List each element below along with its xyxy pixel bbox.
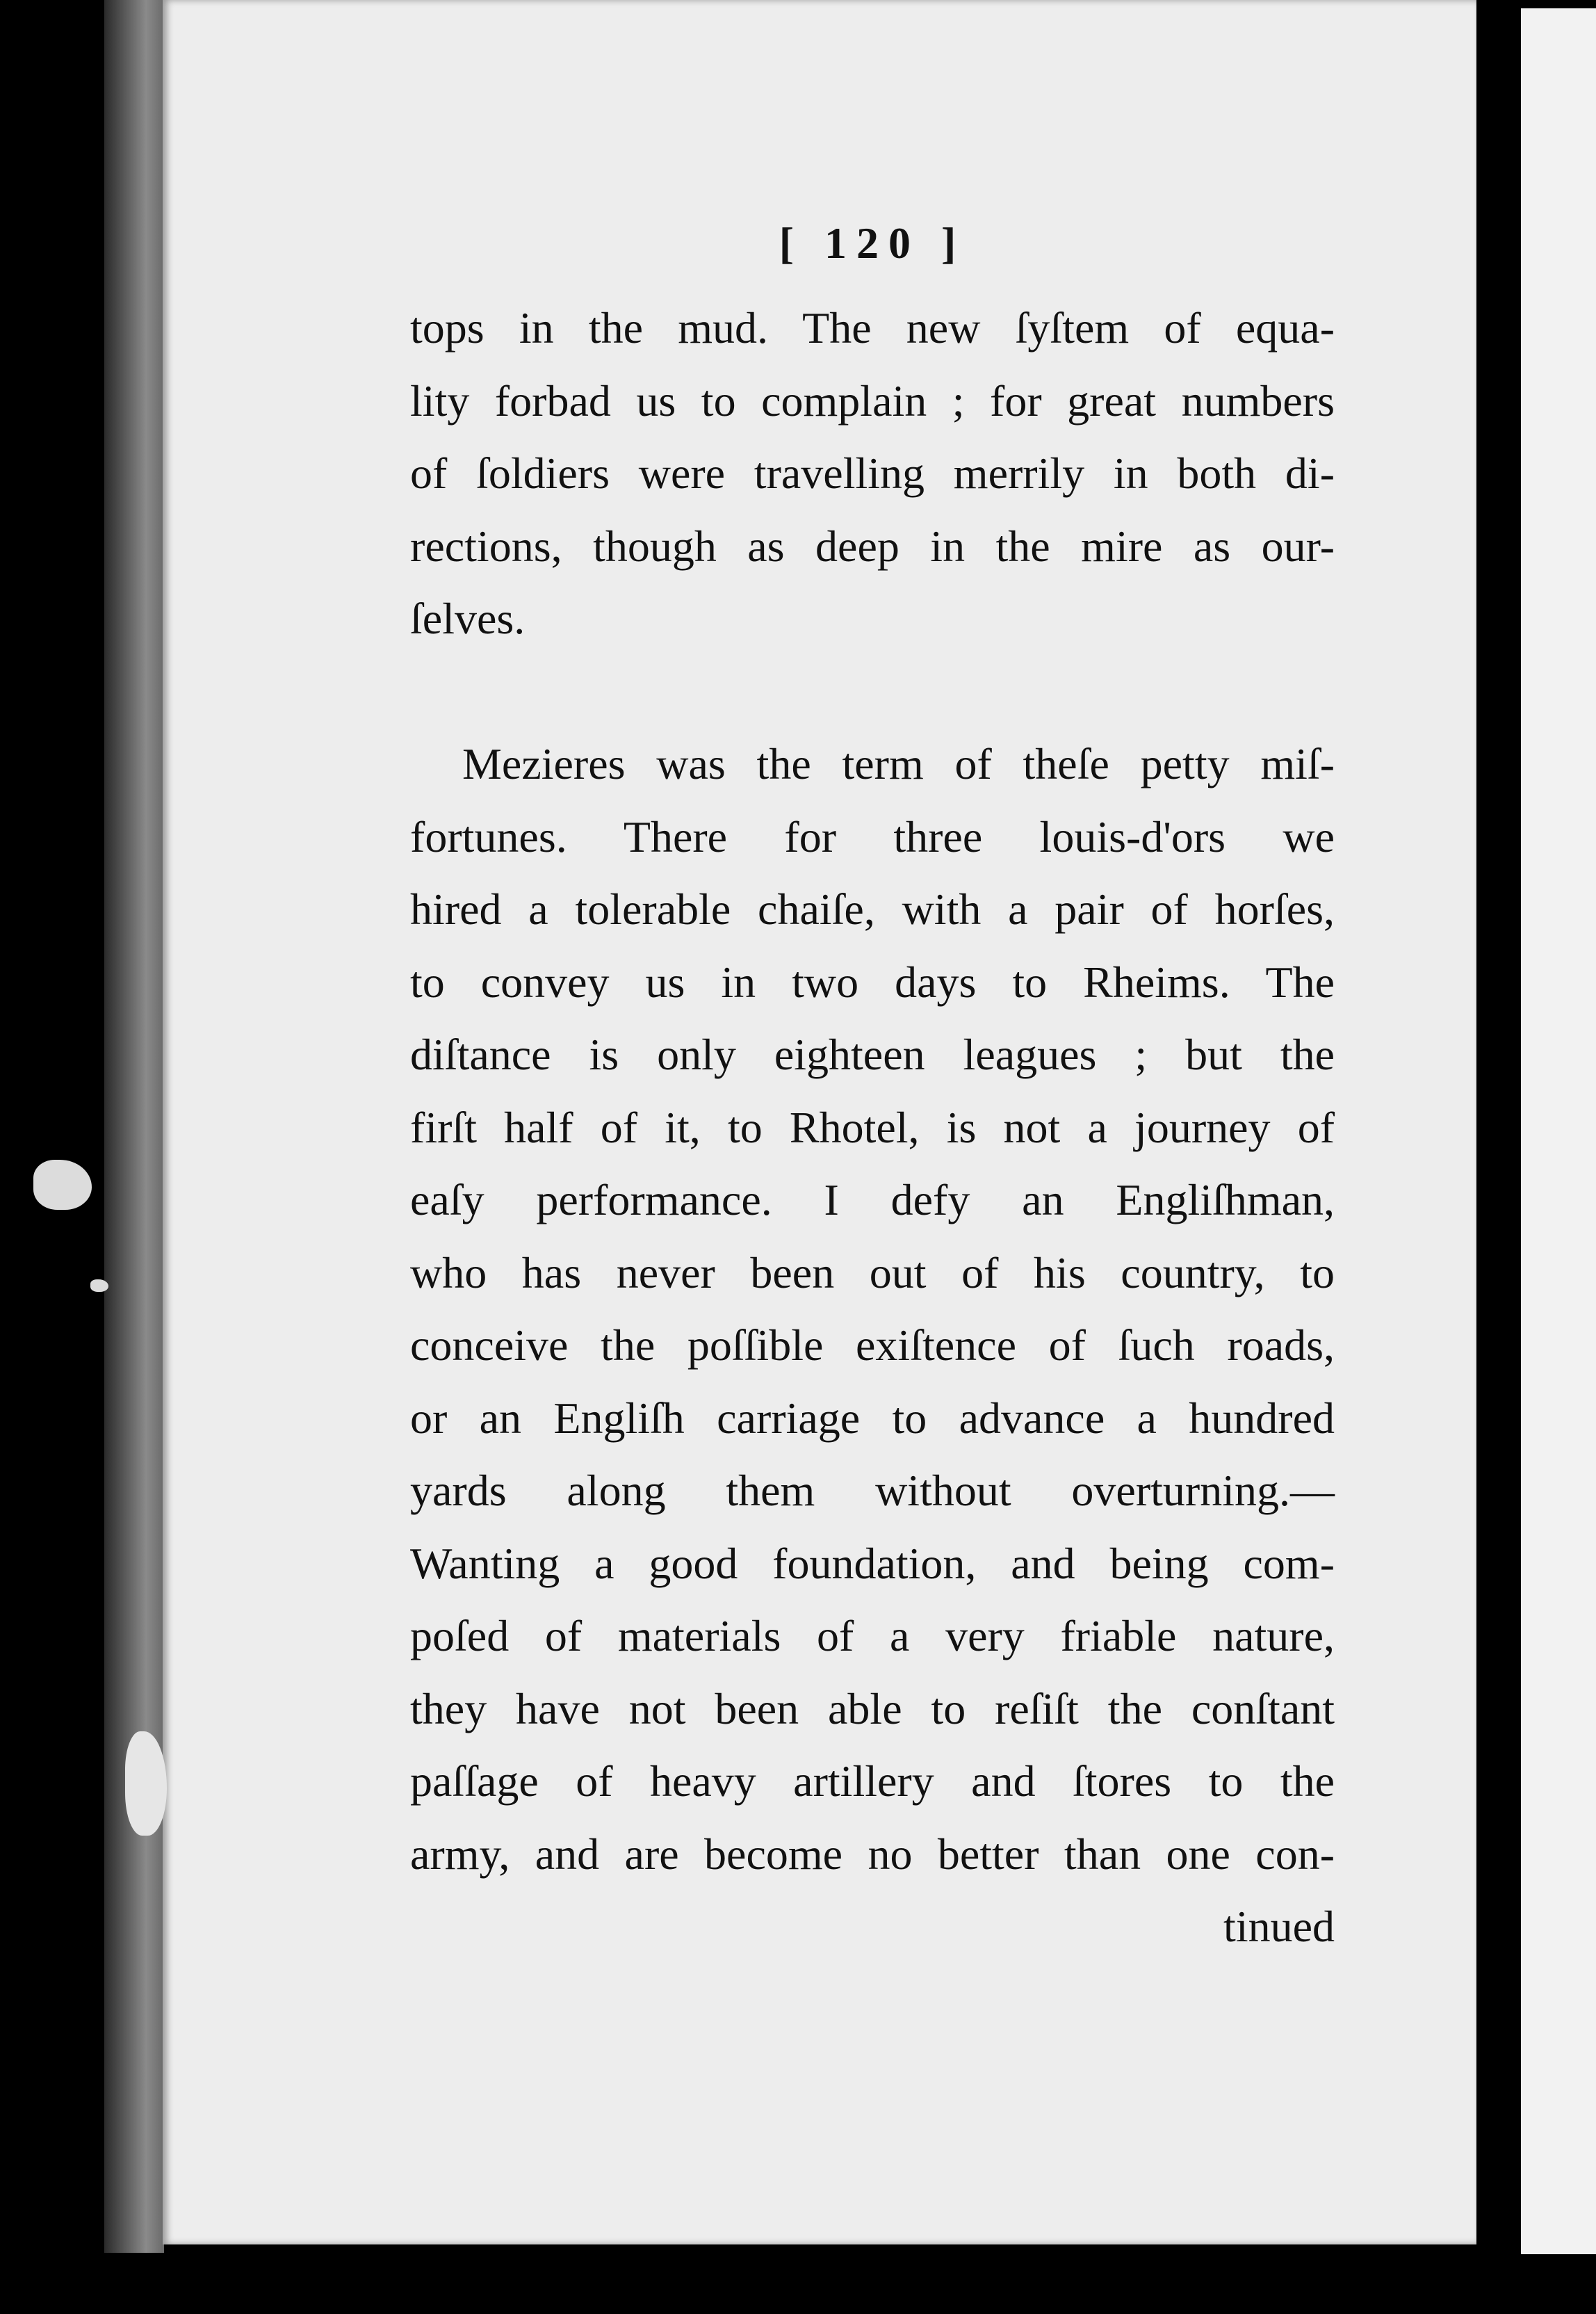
text-line: diſtance is only eighteen leagues ; but the [410, 1030, 1335, 1079]
text-line: yards along them without overturning.— [410, 1466, 1335, 1515]
text-block [410, 209, 1335, 1964]
text-line: eaſy performance. I defy an Engliſhman, [410, 1175, 1335, 1224]
text-line: fortunes. There for three louis-d'ors we [410, 811, 1335, 861]
text-line: or an Engliſh carriage to advance a hundred [410, 1393, 1335, 1443]
text-line: conceive the poſſible exiſtence of ſuch roads, [410, 1320, 1335, 1370]
paragraph-1 [410, 292, 1335, 656]
paragraph-gap [410, 656, 1335, 729]
facing-page-edge [1521, 8, 1596, 2254]
facing-page-gap [1476, 8, 1521, 2254]
text-line: firſt half of it, to Rhotel, is not a journey of [410, 1102, 1335, 1152]
text-line: hired a tolerable chaiſe, with a pair of horſes, [410, 884, 1335, 934]
text-line: lity forbad us to complain ; for great numbers [410, 375, 1335, 426]
text-line: paſſage of heavy artillery and ſtores to the [410, 1756, 1335, 1806]
book-binding-gutter [104, 0, 164, 2253]
paper-fleck [90, 1279, 108, 1292]
text-line: army, and are become no better than one con- [410, 1829, 1335, 1879]
text-line: rections, though as deep in the mire as our- [410, 521, 1335, 571]
text-line: Wanting a good foundation, and being com- [410, 1538, 1335, 1588]
paper-fleck [33, 1160, 92, 1210]
text-line: who has never been out of his country, to [410, 1247, 1335, 1297]
text-line: ſelves. [410, 594, 526, 643]
text-line: of ſoldiers were travelling merrily in both di- [410, 448, 1335, 498]
text-line: to convey us in two days to Rheims. The [410, 957, 1335, 1007]
page-number-header: [ 120 ] [779, 218, 966, 268]
text-line: they have not been able to reſiſt the conſtant [410, 1683, 1335, 1733]
text-line: tops in the mud. The new ſyſtem of equa- [410, 303, 1335, 353]
catchword: tinued [1223, 1902, 1335, 1951]
text-line: poſed of materials of a very friable nature, [410, 1611, 1335, 1660]
paragraph-2 [410, 728, 1335, 1891]
text-line: Mezieres was the term of theſe petty miſ- [462, 739, 1335, 788]
